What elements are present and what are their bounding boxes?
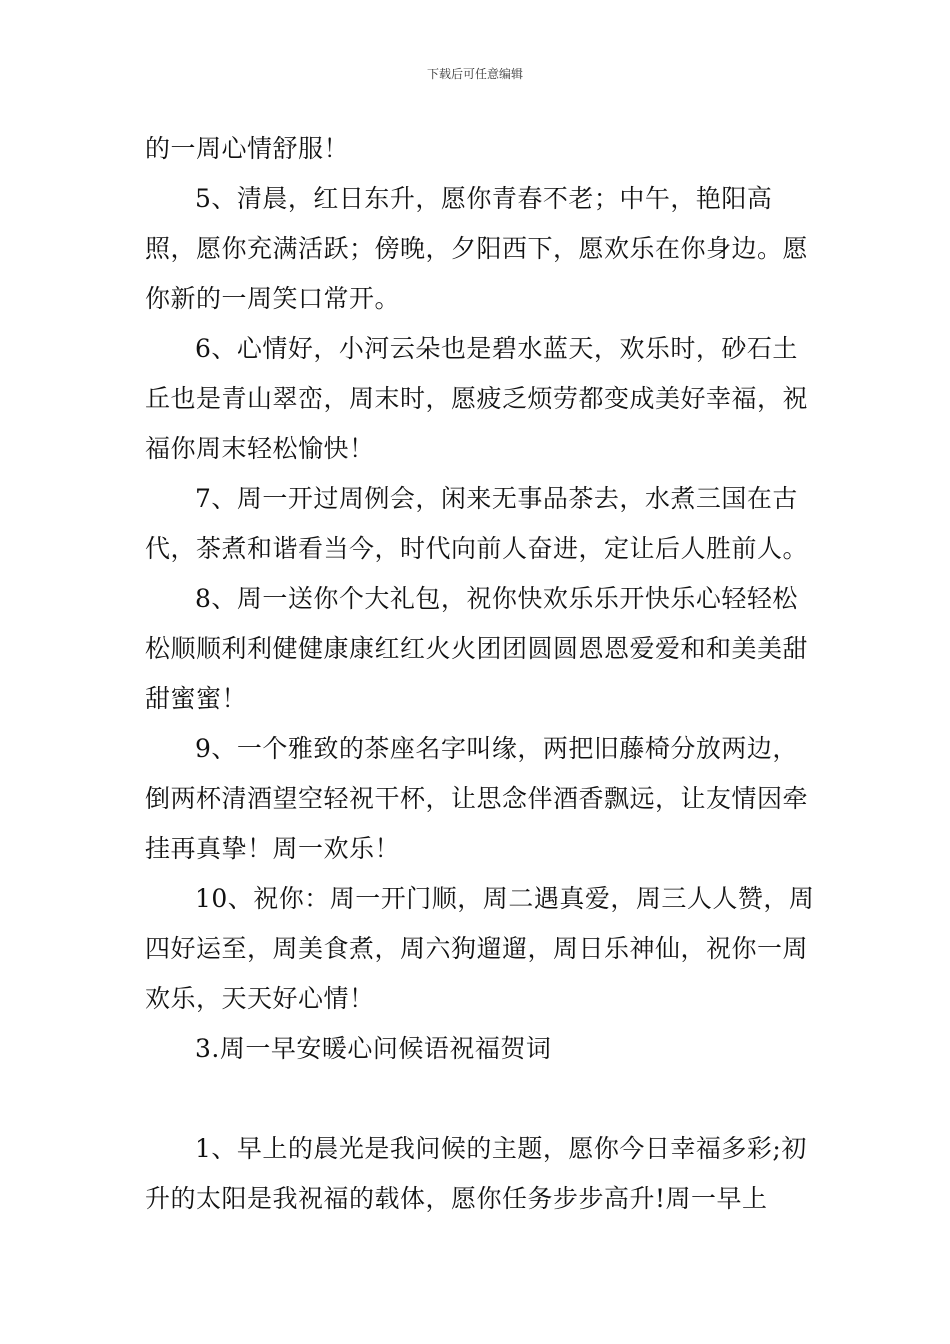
paragraph-item-5: 5、清晨，红日东升，愿你青春不老；中午，艳阳高照，愿你充满活跃；傍晚，夕阳西下，愿欢乐在你身边。愿你新的一周笑口常开。: [145, 184, 809, 313]
paragraph-item-9: 9、一个雅致的茶座名字叫缘，两把旧藤椅分放两边，倒两杯清酒望空轻祝干杯，让思念伴酒香飘远，让友情因牵挂再真挚！周一欢乐！: [145, 734, 809, 863]
paragraph-continuation: 的一周心情舒服！: [145, 134, 350, 163]
paragraph-item-8: 8、周一送你个大礼包，祝你快欢乐乐开快乐心轻轻松松顺顺利利健健康康红红火火团团圆圆恩恩爱爱和和美美甜甜蜜蜜！: [145, 584, 809, 713]
section-spacer: [145, 1074, 815, 1124]
section-heading: 3.周一早安暖心问候语祝福贺词: [195, 1034, 552, 1063]
paragraph-item-6: 6、心情好，小河云朵也是碧水蓝天，欢乐时，砂石土丘也是青山翠峦，周末时，愿疲乏烦劳都变成美好幸福，祝福你周末轻松愉快！: [145, 334, 809, 463]
paragraph-item-1: 1、早上的晨光是我问候的主题，愿你今日幸福多彩;初升的太阳是我祝福的载体，愿你任务步步高升!周一早上: [145, 1134, 807, 1213]
paragraph-item-10: 10、祝你：周一开门顺，周二遇真爱，周三人人赞，周四好运至，周美食煮，周六狗遛遛，周日乐神仙，祝你一周欢乐，天天好心情！: [145, 884, 815, 1013]
paragraph-item-7: 7、周一开过周例会，闲来无事品茶去，水煮三国在古代，茶煮和谐看当今，时代向前人奋进，定让后人胜前人。: [145, 484, 809, 563]
document-body: [145, 124, 815, 1224]
page-header: 下载后可任意编辑: [426, 67, 523, 81]
